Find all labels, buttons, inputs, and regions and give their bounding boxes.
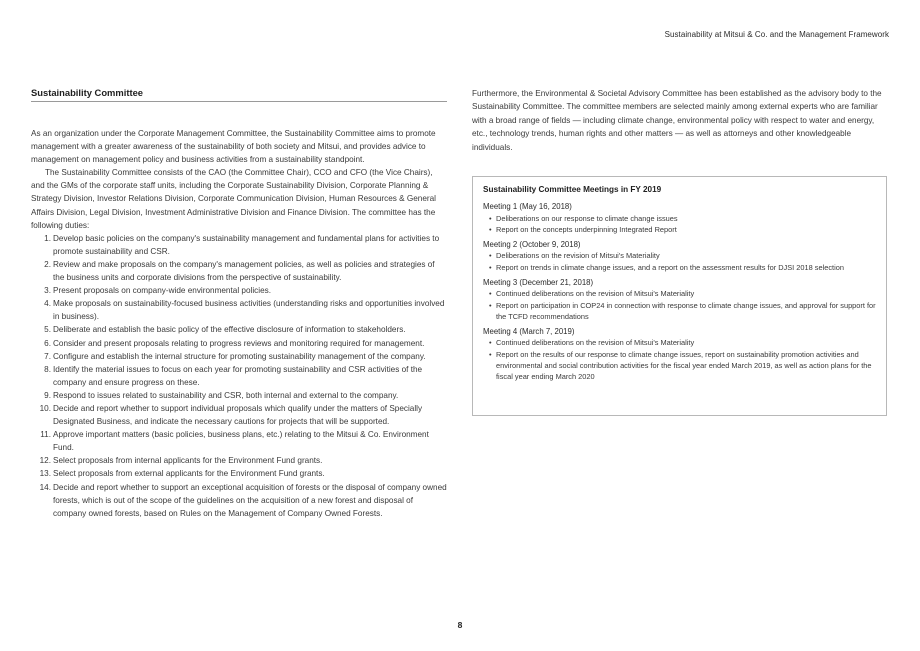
- meeting-item-text: Continued deliberations on the revision of Mitsui's Materiality: [496, 338, 695, 348]
- duty-text: Configure and establish the internal structure for promoting sustainability management of the company.: [53, 351, 426, 361]
- duty-item: [31, 363, 447, 389]
- meeting-block: [483, 326, 877, 382]
- meeting-item-text: Continued deliberations on the revision of Mitsui's Materiality: [496, 289, 695, 299]
- composition-paragraph: The Sustainability Committee consists of the CAO (the Committee Chair), CCO and CFO (the Vice Chairs), and the GMs of the corporate staff units, including the Corporate Sustainability Division, Corporate Planning & Strategy Division, Investor Relations Division, Corporate Communication Division, Human Resources & General Affairs Division, Legal Division, Investment Administrative Division and Finance Division. The committee has the following duties:: [31, 168, 436, 230]
- meetings-box-title: Sustainability Committee Meetings in FY 2019: [483, 185, 662, 194]
- duty-text: Present proposals on company-wide environmental policies.: [53, 286, 271, 296]
- duty-text: Respond to issues related to sustainability and CSR, both internal and external to the company.: [53, 390, 399, 400]
- bullet-icon: •: [489, 251, 492, 261]
- duty-text: Consider and present proposals relating to progress reviews and monitoring required for management.: [53, 338, 425, 348]
- bullet-icon: •: [489, 224, 492, 234]
- meeting-title: Meeting 3 (December 21, 2018): [483, 277, 594, 287]
- duty-item: [31, 350, 447, 363]
- meeting-item-text: Deliberations on our response to climate change issues: [496, 213, 678, 223]
- duty-text: Review and make proposals on the company's management policies, as well as policies and strategies of the business units and corporate divisions from the perspective of sustainability.: [53, 259, 435, 283]
- duty-number: 10.: [39, 403, 51, 413]
- duty-text: Decide and report whether to support individual proposals which qualify under the matters of Specially Designated Business, and indicate the necessary cautions for projects that will be supported.: [53, 403, 423, 427]
- duty-number: 8.: [44, 364, 51, 374]
- bullet-icon: •: [489, 289, 492, 299]
- duty-number: 1.: [44, 233, 51, 243]
- bullet-icon: •: [489, 300, 492, 310]
- section-title: Sustainability Committee: [31, 87, 447, 102]
- left-column: [31, 87, 447, 520]
- duty-number: 6.: [44, 338, 51, 348]
- duty-item: [31, 284, 447, 297]
- duty-item: [31, 454, 447, 467]
- duty-text: Deliberate and establish the basic policy of the effective disclosure of information to stakeholders.: [53, 325, 406, 335]
- meeting-item-text: Deliberations on the revision of Mitsui's Materiality: [496, 251, 660, 261]
- advisory-paragraph: Furthermore, the Environmental & Societal Advisory Committee has been established as the advisory body to the Sustainability Committee. The committee members are selected mainly among external experts who are familiar with a broad range of fields — including climate change, environmental policy with respect to water and energy, etc., technology trends, human rights and other matters — as well as attorneys and other knowledgeable individuals.: [472, 89, 882, 152]
- duty-number: 11.: [40, 430, 51, 440]
- meeting-items: [483, 250, 877, 272]
- duty-item: [31, 481, 447, 520]
- meeting-item-text: Report on the results of our response to climate change issues, report on sustainability promotion activities and environmental and social contribution activities for the fiscal year ended March 2019, as well as action plans for the fiscal year ending March 2020: [496, 349, 872, 382]
- meeting-item: [483, 337, 877, 348]
- meeting-items: [483, 288, 877, 322]
- duty-number: 4.: [44, 299, 51, 309]
- duty-item: [31, 323, 447, 336]
- duty-number: 14.: [39, 482, 51, 492]
- duty-text: Approve important matters (basic policies, business plans, etc.) relating to the Mitsui & Co. Environment Fund.: [53, 430, 429, 453]
- duty-item: [31, 428, 447, 454]
- meeting-item: [483, 213, 877, 224]
- meetings-list: [483, 201, 877, 382]
- duty-number: 9.: [44, 390, 51, 400]
- bullet-icon: •: [489, 213, 492, 223]
- duty-number: 7.: [44, 351, 51, 361]
- duty-item: [31, 337, 447, 350]
- meeting-item: [483, 300, 877, 322]
- duties-list: [31, 232, 447, 520]
- meeting-item: [483, 349, 877, 383]
- duty-number: 12.: [39, 456, 51, 466]
- meeting-block: [483, 201, 877, 235]
- duty-text: Identify the material issues to focus on each year for promoting sustainability and CSR activities of the company and ensure progress on these.: [53, 364, 423, 387]
- duty-number: 3.: [44, 286, 51, 296]
- bullet-icon: •: [489, 338, 492, 348]
- meeting-title: Meeting 4 (March 7, 2019): [483, 326, 575, 336]
- duty-item: [31, 258, 447, 284]
- meeting-items: [483, 337, 877, 382]
- meeting-block: [483, 277, 877, 322]
- duty-text: Decide and report whether to support an exceptional acquisition of forests or the disposal of company owned forests, which is out of the scope of the guidelines on the acquisition of a new forest and disposal of company owned forests, based on Rules on the Management of Company Owned Forests.: [53, 482, 447, 518]
- duty-text: Select proposals from external applicants for the Environment Fund grants.: [53, 469, 325, 479]
- meeting-item-text: Report on trends in climate change issues, and a report on the assessment results for DJSI 2018 selection: [496, 262, 844, 272]
- meetings-box: [472, 176, 887, 416]
- meeting-item: [483, 224, 877, 235]
- meeting-item-text: Report on participation in COP24 in connection with response to climate change issues, and approval for support for the TCFD recommendations: [496, 300, 876, 321]
- bullet-icon: •: [489, 349, 492, 359]
- duty-text: Select proposals from internal applicants for the Environment Fund grants.: [53, 456, 323, 466]
- meeting-block: [483, 239, 877, 273]
- duty-item: [31, 232, 447, 258]
- meeting-title: Meeting 1 (May 16, 2018): [483, 202, 572, 211]
- duty-item: [31, 402, 447, 428]
- meeting-title: Meeting 2 (October 9, 2018): [483, 239, 581, 249]
- meeting-item: [483, 288, 877, 299]
- page-number: 8: [457, 620, 463, 630]
- running-header: Sustainability at Mitsui & Co. and the Management Framework: [664, 30, 889, 39]
- right-column: [472, 87, 890, 154]
- duty-number: 5.: [44, 325, 51, 335]
- meeting-item-text: Report on the concepts underpinning Integrated Report: [496, 224, 677, 234]
- duty-number: 13.: [39, 469, 51, 479]
- duty-item: [31, 467, 447, 480]
- meeting-item: [483, 250, 877, 261]
- meeting-item: [483, 262, 877, 273]
- duty-item: [31, 297, 447, 323]
- duty-item: [31, 389, 447, 402]
- meeting-items: [483, 213, 877, 235]
- duty-text: Develop basic policies on the company's sustainability management and fundamental plans for activities to promote sustainability and CSR.: [53, 233, 440, 256]
- duty-text: Make proposals on sustainability-focused business activities (understanding risks and opportunities involved in business).: [53, 299, 445, 322]
- intro-paragraph: As an organization under the Corporate Management Committee, the Sustainability Committee aims to promote management with a greater awareness of the sustainability of both society and Mitsui, and provides advice to management on management policy and business activities from a sustainability standpoint.: [31, 129, 436, 165]
- bullet-icon: •: [489, 262, 492, 272]
- duty-number: 2.: [44, 259, 51, 269]
